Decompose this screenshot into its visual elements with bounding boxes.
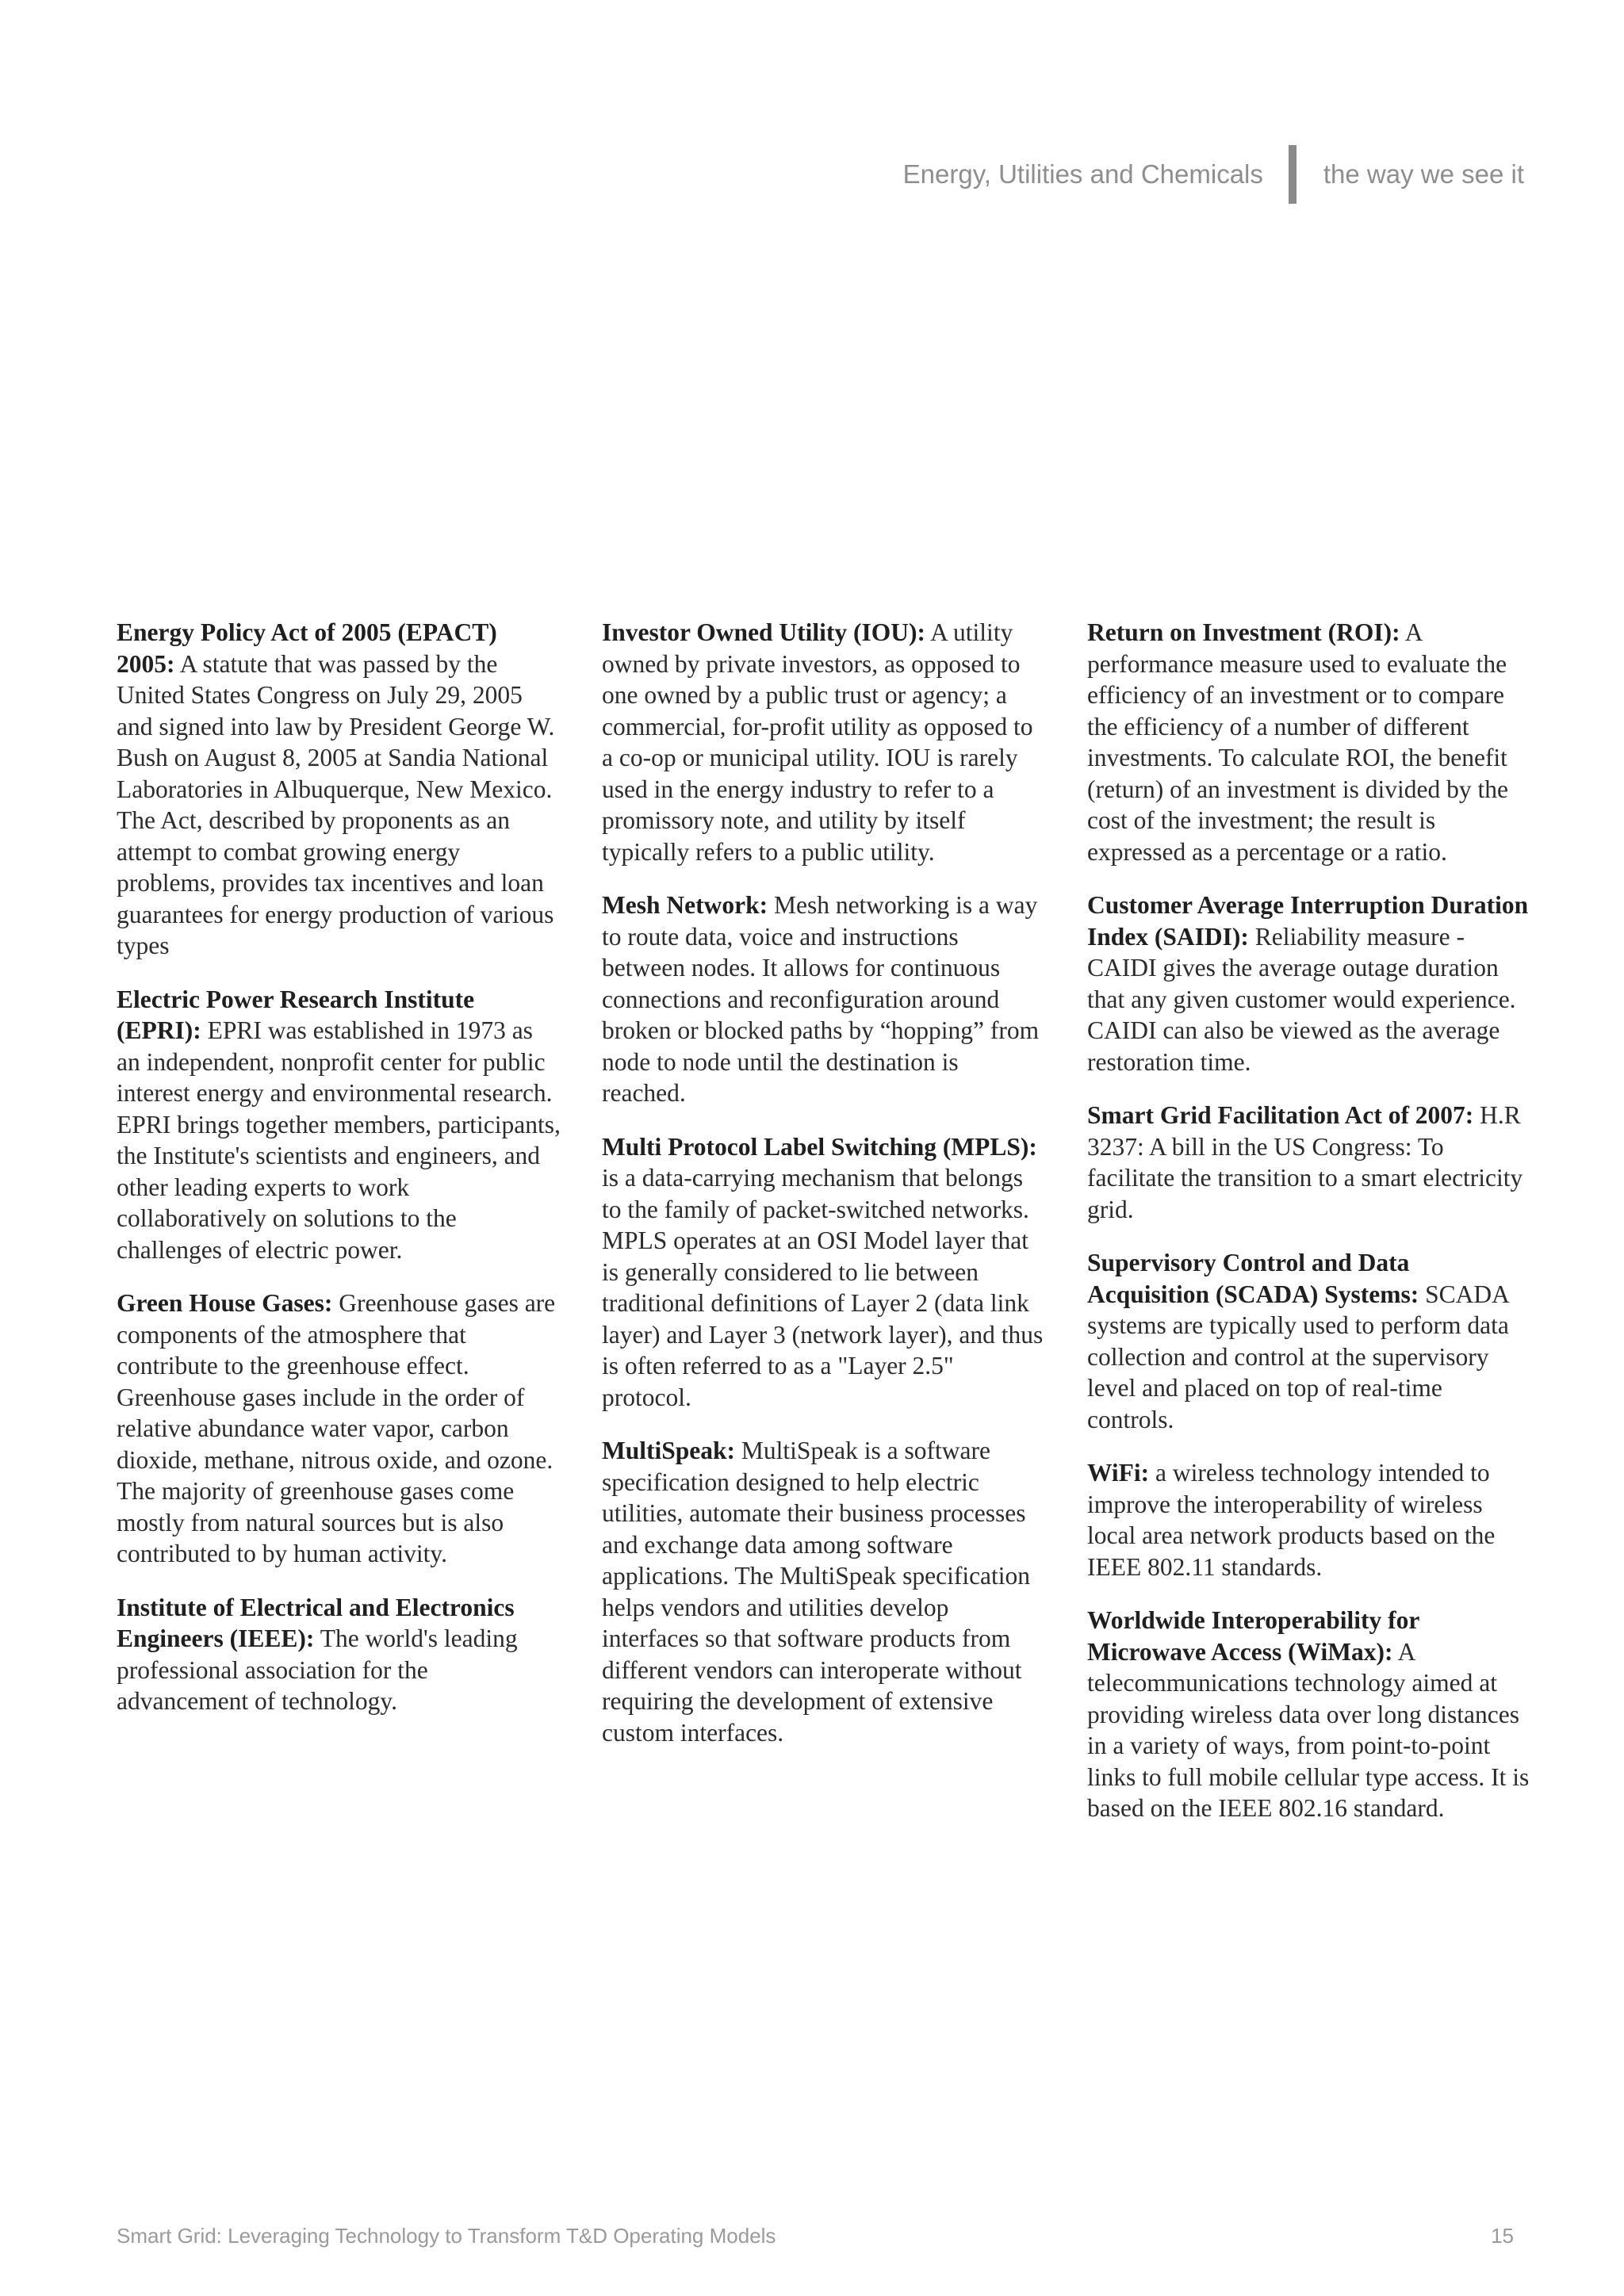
glossary-entry-ieee — [117, 1592, 561, 1717]
header-section-title: Energy, Utilities and Chemicals — [902, 159, 1263, 189]
glossary-term: Customer Average Interruption Duration Index (SAIDI): — [1087, 891, 1529, 951]
page-header — [903, 145, 1524, 204]
glossary-definition: A utility owned by private investors, as opposed to one owned by a public trust or agency; a commercial, for-profit utility as opposed to a co-op or municipal utility. IOU is rarely used in the energy industry to refer to a promissory note, and utility by itself typically refers to a public utility. — [602, 618, 1033, 866]
glossary-term: Green House Gases: — [117, 1289, 333, 1317]
glossary-term: Worldwide Interoperability for Microwave Access (WiMax): — [1087, 1606, 1419, 1666]
glossary-entry-greenhouse-gases — [117, 1288, 561, 1570]
glossary-definition: a wireless technology intended to improve the interoperability of wireless local area network products based on the IEEE 802.11 standards. — [1087, 1459, 1496, 1581]
glossary-term: Energy Policy Act of 2005 (EPACT) 2005: — [117, 618, 497, 678]
header-tagline: the way we see it — [1323, 159, 1524, 189]
glossary-entry-mesh-network — [602, 890, 1046, 1109]
glossary-column-2 — [602, 617, 1046, 1770]
glossary-definition: The world's leading professional association for the advancement of technology. — [117, 1624, 518, 1715]
glossary-definition: A statute that was passed by the United States Congress on July 29, 2005 and signed into law by President George W. Bush on August 8, 2005 at Sandia National Laboratories in Albuquerque, New Mexico. The Act, described by proponents as an attempt to combat growing energy problems, provides tax incentives and loan guarantees for energy production of various types — [117, 649, 555, 959]
glossary-definition: EPRI was established in 1973 as an independent, nonprofit center for public interest energy and environmental research. EPRI brings together members, participants, the Institute's scientists and engineers, and other leading experts to work collaboratively on solutions to the challenges of electric power. — [117, 1016, 561, 1264]
glossary-term: Multi Protocol Label Switching (MPLS): — [602, 1132, 1037, 1161]
glossary-definition: MultiSpeak is a software specification designed to help electric utilities, automate their business processes and exchange data among software applications. The MultiSpeak specification helps vendors and utilities develop interfaces so that software products from different vendors can interoperate without requiring the development of extensive custom interfaces. — [602, 1437, 1031, 1747]
glossary-term: MultiSpeak: — [602, 1437, 736, 1464]
footer-document-title: Smart Grid: Leveraging Technology to Transform T&D Operating Models — [117, 2224, 776, 2248]
glossary-term: Mesh Network: — [602, 891, 768, 919]
glossary-columns — [117, 617, 1530, 1965]
glossary-definition: is a data-carrying mechanism that belongs to the family of packet-switched networks. MPLS operates at an OSI Model layer that is generally considered to lie between traditional definitions of Layer 2 (data link layer) and Layer 3 (network layer), and thus is often referred to as a "Layer 2.5" protocol. — [602, 1164, 1044, 1411]
glossary-entry-saidi — [1087, 890, 1531, 1077]
glossary-definition: A performance measure used to evaluate the efficiency of an investment or to compare the efficiency of a number of different investments. To calculate ROI, the benefit (return) of an investment is divided by the cost of the investment; the result is expressed as a percentage or a ratio. — [1087, 618, 1508, 866]
glossary-definition: Mesh networking is a way to route data, voice and instructions between nodes. It allows for continuous connections and reconfiguration around broken or blocked paths by “hopping” from node to node until the destination is reached. — [602, 891, 1040, 1107]
glossary-definition: Greenhouse gases are components of the atmosphere that contribute to the greenhouse effect. Greenhouse gases include in the order of relative abundance water vapor, carbon dioxide, methane, nitrous oxide, and ozone. The majority of greenhouse gases come mostly from natural sources but is also contributed to by human activity. — [117, 1289, 556, 1567]
glossary-entry-wimax — [1087, 1605, 1531, 1824]
glossary-term: Return on Investment (ROI): — [1087, 618, 1400, 646]
glossary-entry-smart-grid-act — [1087, 1100, 1531, 1225]
glossary-term: Electric Power Research Institute (EPRI): — [117, 985, 475, 1044]
glossary-column-3 — [1087, 617, 1531, 1846]
glossary-term: Supervisory Control and Data Acquisition (SCADA) Systems: — [1087, 1249, 1419, 1308]
header-divider — [1289, 145, 1297, 204]
glossary-definition: H.R 3237: A bill in the US Congress: To facilitate the transition to a smart electricity grid. — [1087, 1101, 1523, 1223]
page-footer — [117, 2224, 1514, 2248]
glossary-definition: SCADA systems are typically used to perform data collection and control at the supervisory level and placed on top of real-time controls. — [1087, 1280, 1509, 1433]
glossary-term: Smart Grid Facilitation Act of 2007: — [1087, 1101, 1474, 1129]
glossary-term: Investor Owned Utility (IOU): — [602, 618, 926, 646]
glossary-column-1 — [117, 617, 561, 1739]
glossary-entry-multispeak — [602, 1435, 1046, 1748]
page-number: 15 — [1491, 2224, 1514, 2248]
glossary-definition: Reliability measure - CAIDI gives the average outage duration that any given customer would experience. CAIDI can also be viewed as the average restoration time. — [1087, 922, 1516, 1076]
glossary-entry-scada — [1087, 1247, 1531, 1435]
glossary-definition: A telecommunications technology aimed at providing wireless data over long distances in a variety of ways, from point-to-point links to full mobile cellular type access. It is based on the IEEE 802.16 standard. — [1087, 1637, 1530, 1822]
glossary-entry-wifi — [1087, 1457, 1531, 1582]
glossary-entry-mpls — [602, 1131, 1046, 1414]
glossary-entry-iou — [602, 617, 1046, 867]
glossary-term: WiFi: — [1087, 1459, 1150, 1487]
glossary-entry-epri — [117, 984, 561, 1266]
glossary-entry-epact — [117, 617, 561, 962]
glossary-entry-roi — [1087, 617, 1531, 867]
glossary-term: Institute of Electrical and Electronics Engineers (IEEE): — [117, 1593, 515, 1652]
